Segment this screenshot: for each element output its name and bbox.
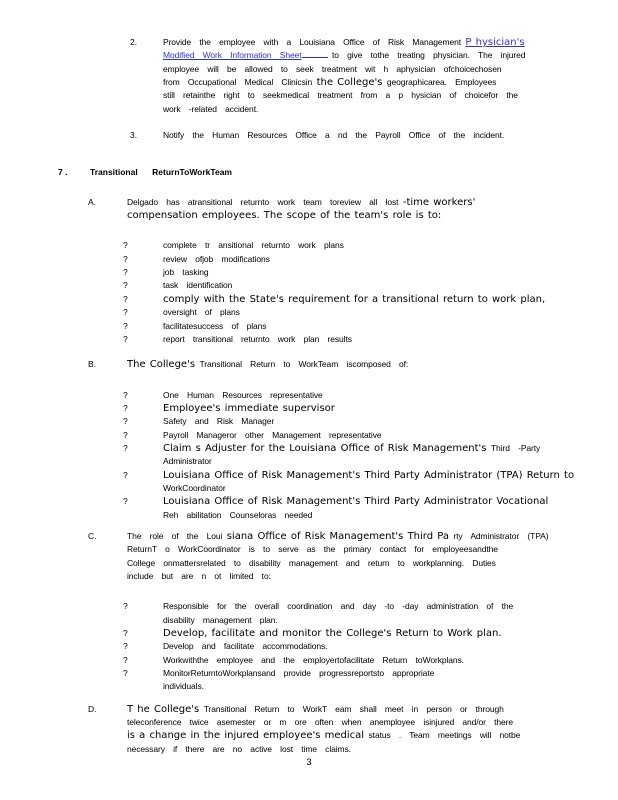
text-segment: report transitional returnto work plan results [163, 333, 352, 344]
paragraph-content [163, 598, 585, 625]
text-line [163, 665, 585, 678]
list-marker: ? [123, 442, 128, 453]
list-item [0, 440, 618, 467]
paragraph-content [163, 427, 585, 440]
text-line [163, 74, 567, 87]
text-segment: Claim s Adjuster for the Louisiana Office of Risk Management's [163, 442, 487, 454]
list-item [0, 413, 618, 426]
text-segment: Payroll Manageror other Management representative [163, 429, 382, 440]
text-segment: Transitional Return to WorkT eam shall meet in person or through [203, 703, 504, 714]
list-item [0, 277, 618, 290]
list-marker: ? [123, 253, 128, 264]
paragraph-row [0, 356, 618, 369]
text-segment: Louisiana Office of Risk Management's Third Party Administrator Vocational [163, 496, 549, 508]
text-segment: Notify the Human Resources Office a nd the Payroll Office of the incident. [163, 130, 505, 141]
text-segment: task identification [163, 280, 233, 291]
text-line [163, 652, 585, 665]
list-marker: ? [123, 280, 128, 291]
list-marker: C. [88, 530, 97, 541]
text-segment: include but are n ot limited to: [127, 571, 271, 581]
text-line [127, 555, 585, 568]
text-line [127, 741, 585, 754]
text-segment: comply with the State's requirement for a transitional return to work plan, [163, 293, 546, 305]
text-line [163, 387, 585, 400]
paragraph-content [163, 440, 585, 467]
text-line [163, 453, 585, 466]
text-segment: compensation employees. The scope of the team's role is to: [127, 210, 442, 222]
doc-block-lettered [0, 701, 618, 754]
text-line [163, 480, 585, 493]
text-line [127, 207, 585, 220]
list-marker: ? [123, 416, 128, 427]
text-line [163, 101, 567, 114]
text-segment: employee will be allowed to seek treatment wit h aphysician ofchoicechosen [163, 63, 502, 74]
text-line [127, 541, 585, 554]
list-marker: ? [123, 641, 128, 652]
text-segment: ReturnT o WorkCoordinator is to serve as the primary contact for employeesandthe [127, 544, 498, 555]
list-item [0, 304, 618, 317]
list-marker: ? [123, 389, 128, 400]
text-line [127, 714, 585, 727]
text-segment: Third -Party [490, 442, 541, 453]
list-marker: ? [123, 267, 128, 278]
list-item [0, 427, 618, 440]
doc-block-lettered [0, 356, 618, 369]
text-line [163, 413, 585, 426]
paragraph-content [163, 127, 567, 140]
text-segment: to give tothe treating physician. The injured [331, 50, 526, 61]
list-marker: B. [88, 359, 97, 370]
text-segment: Responsible for the overall coordination and day -to -day administration of the [163, 601, 514, 612]
paragraph-content [163, 625, 585, 638]
list-item [0, 467, 618, 494]
text-segment: is a change in the injured employee's medical [127, 730, 365, 742]
list-item [0, 237, 618, 250]
list-item [0, 625, 618, 638]
paragraph-content [163, 413, 585, 426]
list-marker: ? [123, 469, 128, 480]
paragraph-content [127, 528, 585, 581]
list-marker: ? [123, 668, 128, 679]
text-line [163, 237, 585, 250]
list-item [0, 387, 618, 400]
doc-block-bullets [0, 598, 618, 691]
list-marker: ? [123, 654, 128, 665]
text-segment: Develop, facilitate and monitor the College's Return to Work plan. [163, 628, 502, 640]
paragraph-content [163, 467, 585, 494]
text-segment: complete tr ansitional returnto work plans [163, 240, 344, 251]
paragraph-content [90, 164, 232, 177]
paragraph-content [163, 652, 585, 665]
text-line [163, 61, 567, 74]
paragraph-content [163, 34, 567, 114]
text-segment: Delgado has atransitional returnto work team toreview all lost [127, 196, 399, 207]
text-segment: Louisiana Office of Risk Management's Third Party Administrator (TPA) Return to [163, 469, 575, 481]
text-segment: individuals. [163, 681, 204, 692]
list-marker: 3. [130, 130, 138, 141]
text-line [163, 467, 585, 480]
text-line [127, 528, 585, 541]
list-item [0, 318, 618, 331]
text-line [163, 678, 585, 691]
paragraph-row [0, 528, 618, 581]
paragraph-content [163, 237, 585, 250]
text-segment: job tasking [163, 267, 209, 278]
paragraph-content [163, 400, 585, 413]
paragraph-content [163, 304, 585, 317]
list-item [0, 291, 618, 304]
text-segment: geographicarea. Employees [386, 77, 497, 88]
text-segment: One Human Resources representative [163, 389, 323, 400]
text-segment: ReturnToWorkTeam [152, 167, 232, 178]
text-line [127, 701, 585, 714]
text-segment: review ofjob modifications [163, 253, 270, 264]
text-segment: Reh abilitation Counseloras needed [163, 509, 313, 520]
text-segment: oversight of plans [163, 307, 240, 318]
document-body [0, 34, 618, 754]
text-line [163, 331, 585, 344]
list-item [0, 638, 618, 651]
doc-block-lettered [0, 194, 618, 221]
text-segment: College onmattersrelated to disability management and return to workplanning. Duties [127, 557, 496, 568]
list-marker: 2. [130, 37, 138, 47]
text-line [163, 251, 585, 264]
page-number: 3 [306, 757, 312, 768]
text-segment: -time workers' [402, 196, 476, 208]
text-segment: WorkCoordinator [163, 482, 226, 493]
paragraph-row [0, 164, 618, 177]
text-segment: siana Office of Risk Management's Third Pa [226, 530, 449, 542]
paragraph-content [163, 251, 585, 264]
paragraph-content [163, 291, 585, 304]
text-segment: status . Team meetings will notbe [368, 730, 521, 741]
text-segment: work -related accident. [163, 103, 259, 114]
text-segment: Administrator [163, 456, 212, 467]
paragraph-row [0, 194, 618, 221]
text-line [163, 277, 585, 290]
text-line [127, 194, 585, 207]
list-marker: ? [123, 429, 128, 440]
list-item [0, 331, 618, 344]
doc-block-bullets [0, 387, 618, 520]
text-segment: facilitatesuccess of plans [163, 320, 267, 331]
list-marker: ? [123, 402, 128, 413]
text-line [163, 427, 585, 440]
text-segment: Transitional [90, 167, 138, 178]
doc-block-numbered [0, 34, 618, 114]
text-segment: The role of the Loui [127, 530, 223, 541]
list-item [0, 400, 618, 413]
paragraph-row [0, 127, 618, 140]
text-segment: The College's [127, 359, 196, 371]
list-marker: ? [123, 240, 128, 251]
text-line [127, 568, 585, 581]
list-marker: D. [88, 703, 97, 714]
text-line [163, 47, 567, 60]
text-line [163, 440, 585, 453]
text-line [163, 638, 585, 651]
text-line [163, 34, 567, 47]
text-line [127, 356, 585, 369]
text-line [163, 87, 567, 100]
text-segment: Provide the employee with a Louisiana Office of Risk Management [163, 37, 461, 47]
text-line [163, 493, 585, 506]
list-item [0, 493, 618, 520]
doc-block-bullets [0, 237, 618, 344]
text-segment: Transitional Return to WorkTeam iscomposed of: [199, 359, 409, 370]
text-segment: T he College's [127, 703, 200, 715]
paragraph-content [163, 331, 585, 344]
paragraph-content [163, 493, 585, 520]
text-segment: MonitorReturntoWorkplansand provide progressreportsto appropriate [163, 668, 435, 679]
list-marker: ? [123, 496, 128, 507]
text-segment: Safety and Risk Manager [163, 416, 275, 427]
list-item [0, 665, 618, 692]
text-segment: Develop and facilitate accommodations. [163, 641, 328, 652]
text-segment: from Occupational Medical Clinicsin [163, 77, 313, 88]
paragraph-content [163, 318, 585, 331]
list-marker: ? [123, 293, 128, 304]
text-line [163, 318, 585, 331]
text-line [90, 164, 232, 177]
text-line [163, 612, 585, 625]
paragraph-content [163, 638, 585, 651]
text-segment: the College's [316, 77, 383, 89]
list-marker: A. [88, 196, 97, 207]
text-segment: Workwiththe employee and the employertofacilitate Return toWorkplans. [163, 654, 464, 665]
text-segment: rty Administrator (TPA) [453, 530, 549, 541]
paragraph-content [127, 356, 585, 369]
text-line [163, 127, 567, 140]
text-segment: Employee's immediate supervisor [163, 402, 335, 414]
list-marker: ? [123, 333, 128, 344]
paragraph-content [127, 701, 585, 754]
physicians-modified-work-sheet-link[interactable]: P hysician's [465, 37, 525, 48]
text-line [163, 304, 585, 317]
list-marker: ? [123, 628, 128, 639]
text-segment: necessary if there are no active lost time claims. [127, 743, 351, 754]
text-line [163, 400, 585, 413]
paragraph-content [163, 387, 585, 400]
doc-block-heading [0, 164, 618, 177]
list-item [0, 598, 618, 625]
list-marker: ? [123, 320, 128, 331]
doc-block-numbered [0, 127, 618, 140]
paragraph-row [0, 34, 618, 114]
list-item [0, 264, 618, 277]
doc-block-lettered [0, 528, 618, 581]
physicians-modified-work-sheet-link[interactable]: Modified Work Information Sheet [163, 50, 328, 60]
list-item [0, 251, 618, 264]
list-marker: 7 . [58, 167, 68, 178]
text-line [163, 291, 585, 304]
paragraph-row [0, 701, 618, 754]
list-item [0, 652, 618, 665]
text-segment: teleconference twice asemester or m ore often when anemployee isinjured and/or there [127, 717, 513, 728]
text-segment: still retainthe right to seekmedical treatment from a p hysician of choicefor the [163, 90, 518, 101]
list-marker: ? [123, 307, 128, 318]
paragraph-content [163, 277, 585, 290]
paragraph-content [163, 264, 585, 277]
text-line [163, 625, 585, 638]
text-segment: disability management plan. [163, 614, 278, 625]
text-line [163, 507, 585, 520]
paragraph-content [163, 665, 585, 692]
paragraph-content [127, 194, 585, 221]
list-marker: ? [123, 601, 128, 612]
text-line [127, 727, 585, 740]
text-line [163, 264, 585, 277]
text-line [163, 598, 585, 611]
